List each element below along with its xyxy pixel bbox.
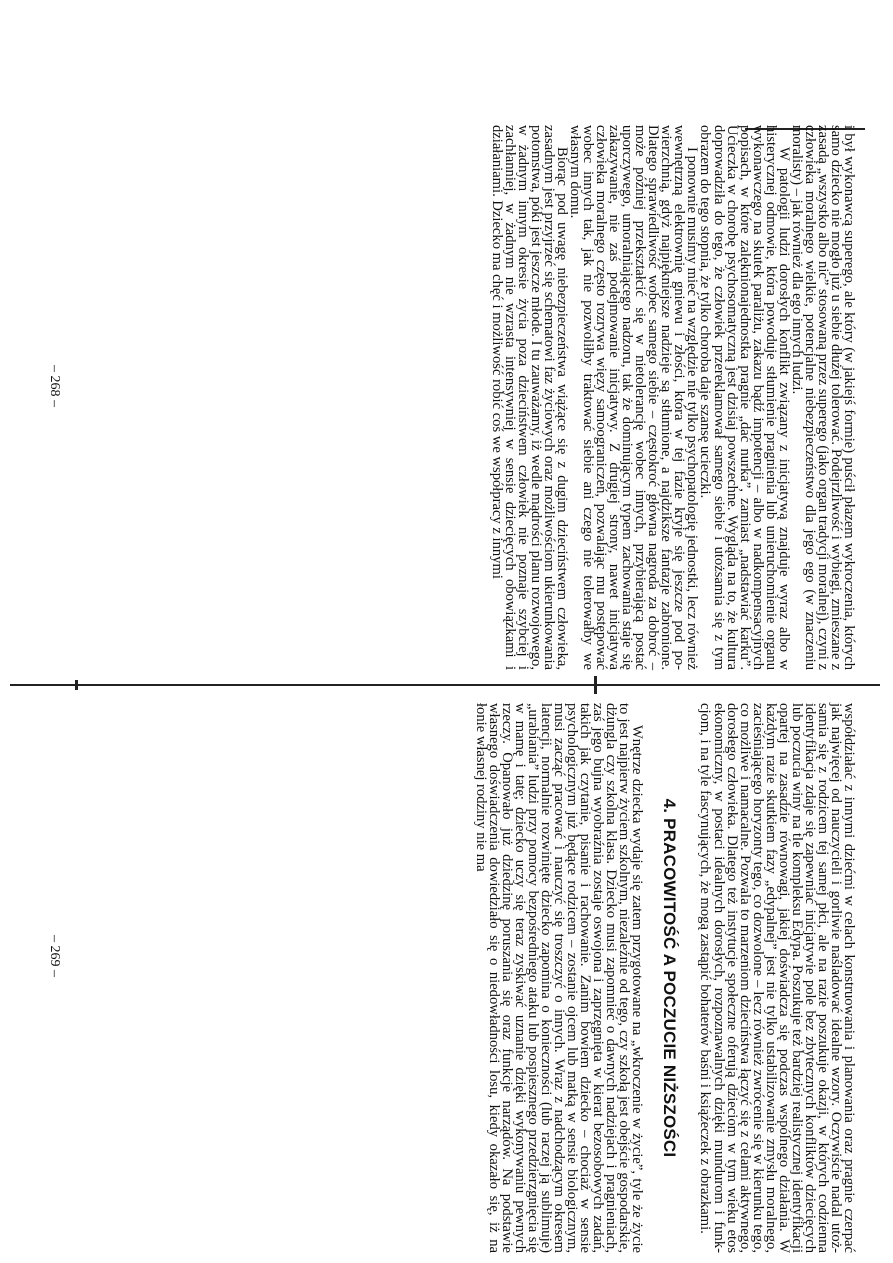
paragraph: Biorąc pod uwagę niebezpieczeństwa wiążące się z dugim dzieciństwem człowieka, zasadnym jest przyjrzeć się schematowi faz życiowych oraz możliwościom ukierunkowania potomstwa, póki jest jeszcze młode. I tu zauważamy, iż wedle mądrości planu rozwojowego, w żadnym innym okresie życia poza dzieciństwem człowiek nie poznaje szybciej i zachłanniej, w żadnym nie wzrasta intensywniej w sensie dziecięcych obowiązkami i działaniami. Dziecko ma chęć i możliwość robić coś we współpracy z innymi bbox=[488, 125, 570, 670]
chapter-heading: 4. PRACOWITOŚĆ A POCZUCIE NIŻSZOŚCI bbox=[660, 798, 680, 1158]
paragraph: i był wykonawcą superego, ale który (w jakiejś formie) puścił płazem wykroczenia, których samo dziecko nie mogło już u siebie dłużej tolerować. Podejrzliwość i wybiegi, zmieszane z zasadą „wszystko albo nic” stosowaną przez superego (jako organ tradycji moralnej), czyni z człowieka moralnego wielkie, potencjalne niebezpieczeństwo dla jego ego (w znaczeniu moralisty) – jak również dla ego innych ludzi. bbox=[788, 125, 857, 670]
page-number-269: – 269 – bbox=[47, 935, 62, 977]
gutter-mark bbox=[594, 676, 597, 694]
page-269 bbox=[85, 703, 855, 1253]
scan-gutter-line bbox=[10, 684, 880, 686]
gutter-mark bbox=[75, 680, 78, 690]
page-268 bbox=[85, 125, 855, 670]
paragraph: Wnętrze dziecka wydaje się zatem przygotowane na „wkroczenie w życie”, tyle że życie to jest najpierw życiem szkolnym, niezależnie od tego, czy szkołą jest obejście gospodarskie, dżungla czy szkolna klasa. Dziecko musi zapomnieć o dawnych nadziejach i pragnieniach, zaś jego bujna wyobraźnia zostaje oswojona i zaprzęgnięta w kierat bezosobowych zadań, takich jak czytanie, pisanie i rachowanie. Zanim bowiem dziecko – chociaż w sensie psychologicznym już będące rodzicem – zostanie ojcem lub matką w sensie biologicznym, musi zacząć pracować i nauczyć się troszczyć o innych. Wraz z nadchodzącym okresem latencji, normalnie rozwinięte dziecko zapomina o konieczności (lub raczej ją sublimuje) „urabiania” ludzi przy pomocy bezpośredniego ataku lub pospiesznego przedzierzgnięcia się w mamę i tatę; dziecko uczy się teraz zyskiwać uznanie dzięki wykonywaniu pewnych rzeczy. Opanowało już dziedzinę poruszania się oraz funkcje narządów. Na podstawie własnego doświadczenia dowiedziało się o niedowładności losu, kiedy okazało się, iż na łonie własnej rodziny nie ma bbox=[472, 703, 646, 1253]
paragraph: I ponownie musimy mieć na względzie nie tylko psychopatologię jednostki, lecz również wewnętrzną elektrownię gniewu i złości, która w tej fazie kryje się jeszcze pod powierzchnią, gdyż najpiękniejsze nadzieje są stłumione, a najdziksze fantazje zabronione. Dlatego sprawiedliwość wobec samego siebie – częstokroć główna nagroda za dobroć – może później przekształcić się w nietolerancję wobec innych, przybierającą postać uporczywego, umoralniającego nadzoru, tak że dominującym typem zachowania staje się zakazywanie, nie zaś podejmowanie inicjatywy. Z drugiej strony, nawet inicjatywa człowieka moralnego często rozrywa więzy samoograniczeń, pozwalając mu postępować wobec innych tak, jak nie pozwoliłby traktować siebie ani czego nie tolerowałby we własnym domu. bbox=[567, 125, 701, 670]
page-number-268: – 268 – bbox=[47, 365, 62, 407]
page-269-text bbox=[85, 703, 855, 1253]
page-268-text bbox=[85, 125, 855, 670]
paragraph: W patologii ludzi dorosłych konflikt związany z inicjatywą znajduje wyraz albo w histerycznej odmowie, która powoduje stłumienie pragnienia lub unieruchomienie organu wykonawczego na skutek paraliżu, zakazu bądź impotencji – albo w nadkompensacyjnych popisach, w które zalęknionajednostka pragnie „dać nurka”, zamiast „nadstawiać karku”. Ucieczka w chorobę psychosomatyczną jest dzisiaj powszechne. Wygląda na to, że kultura doprowadziła do tego, że człowiek przereklamował samego siebie i utożsamia się z tym obrazem do tego stopnia, że tylko choroba daje szansę ucieczki. bbox=[697, 125, 792, 670]
paragraph: współdziałać z innymi dziećmi w celach konstruowania i planowania oraz pragnie czerpać jak najwięcej od nauczycieli i gorliwie naśladować idealne wzory. Oczywiście nadal utożsamia się z rodzicem tej samej płci, ale na razie poszukuje okazji, w których codzienna identyfikacja zdaje się zapewniać inicjatywie pole bez zbytecznych konfliktów dziecięcych lub poczucia winy na tle kompleksu Edypa. Poszukuje też bardziej realistycznej identyfikacji opartej na zasadzie równowagi, jakiej doświadcza się podczas wspólnego działania. W każdym razie skutkiem fazy „edypalnej” jest nie tylko ustabilizowanie zmysłu moralnego, zacieśniającego horyzonty tego, co dozwolone – lecz również zwrócenie się w kierunku tego, co możliwe i namacalne. Pozwala to marzeniom dzieciństwa łączyć się z celami aktywnego, dorosłego człowieka. Dlatego też instytucje społeczne oferują dzieciom w tym wieku etos ekonomiczny, w postaci idealnych dorosłych, rozpoznawalnych dzięki mundurom i funkcjom, i na tyle fascynujących, że mogą zastąpić bohaterów baśni i książeczek z obrazkami. bbox=[697, 703, 857, 1253]
